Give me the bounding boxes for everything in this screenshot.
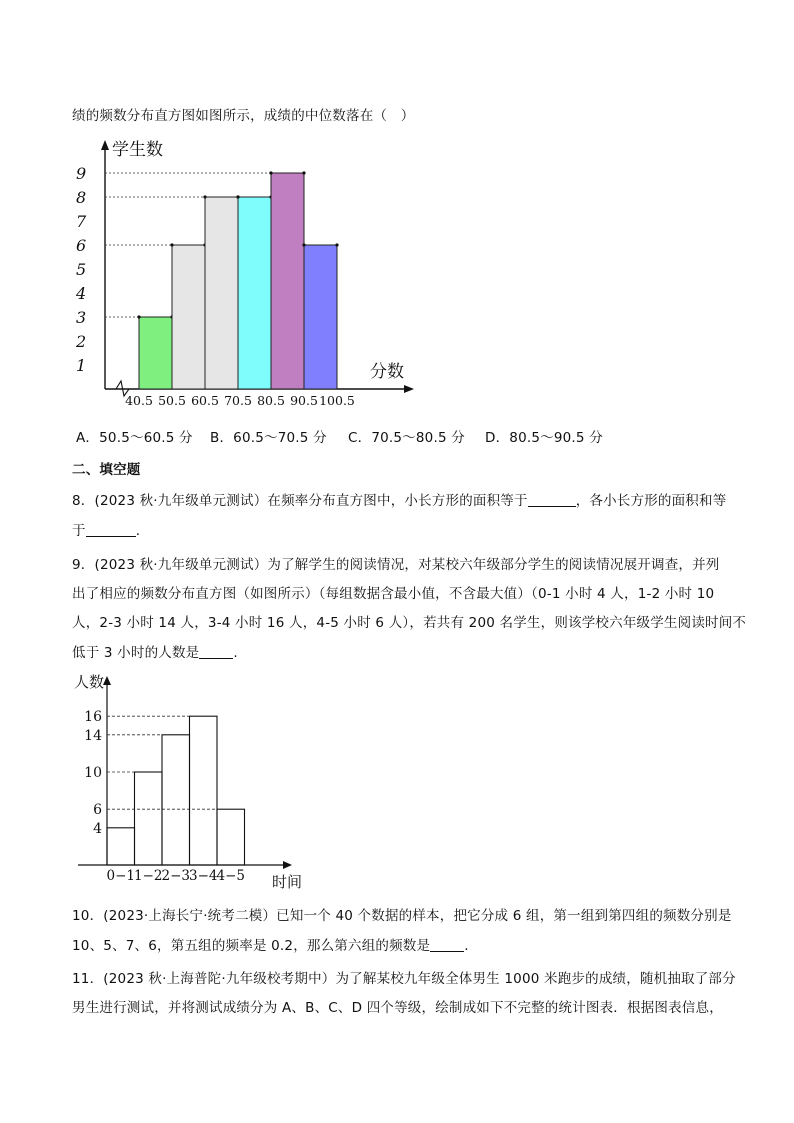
bar-corner-dot bbox=[137, 315, 140, 318]
q8-text: 于 bbox=[72, 523, 86, 539]
y-tick-label: 5 bbox=[76, 260, 87, 279]
x-tick-label: 80.5 bbox=[257, 393, 285, 408]
y-tick-label: 10 bbox=[84, 765, 102, 781]
y-tick-label: 1 bbox=[76, 356, 87, 375]
question-11-line-2: 男生进行测试，并将测试成绩分为 A、B、C、D 四个等级，绘制成如下不完整的统计图表．根据图表信息， bbox=[72, 1000, 723, 1016]
x-tick-label: 2−3 bbox=[161, 868, 190, 884]
y-axis-label: 人数 bbox=[74, 673, 105, 691]
y-axis-arrow bbox=[101, 140, 109, 150]
bar-corner-dot bbox=[269, 171, 272, 174]
question-9-line-2: 出了相应的频数分布直方图（如图所示）（每组数据含最小值，不含最大值）（0-1 小时 4 人，1-2 小时 10 bbox=[72, 586, 715, 602]
y-tick-label: 16 bbox=[84, 709, 102, 726]
bar-corner-dot bbox=[335, 243, 338, 246]
q8-text: . bbox=[135, 523, 141, 539]
x-axis-arrow bbox=[283, 861, 292, 869]
y-tick-label: 2 bbox=[76, 332, 87, 351]
option-c[interactable]: C．70.5～80.5 分 bbox=[348, 430, 465, 446]
answer-blank[interactable] bbox=[86, 522, 136, 537]
histogram-bar bbox=[271, 173, 304, 389]
y-tick-label: 4 bbox=[93, 820, 102, 837]
answer-blank[interactable] bbox=[430, 937, 464, 952]
question-8-line-2 bbox=[72, 519, 140, 539]
question-9-line-3: 人，2-3 小时 14 人，3-4 小时 16 人，4-5 小时 6 人），若共有 200 名学生，则该学校六年级学生阅读时间不 bbox=[72, 615, 747, 631]
x-tick-label: 3−4 bbox=[189, 868, 218, 884]
bar-corner-dot bbox=[302, 171, 305, 174]
x-tick-label: 1−2 bbox=[134, 868, 163, 884]
bar-corner-dot bbox=[170, 243, 173, 246]
x-axis-arrow bbox=[404, 385, 414, 393]
option-d[interactable]: D．80.5～90.5 分 bbox=[485, 430, 603, 446]
option-a[interactable]: A．50.5～60.5 分 bbox=[76, 430, 193, 446]
histogram-bar bbox=[217, 809, 245, 865]
x-tick-label: 60.5 bbox=[191, 393, 219, 408]
y-tick-label: 6 bbox=[76, 236, 87, 255]
y-axis-arrow bbox=[103, 676, 111, 685]
bar-corner-dot bbox=[203, 195, 206, 198]
x-tick-label: 4−5 bbox=[216, 868, 245, 884]
x-tick-label: 100.5 bbox=[319, 393, 355, 408]
histogram-bar bbox=[172, 245, 205, 389]
histogram-bar bbox=[238, 197, 271, 389]
question-9-line-1: 9．(2023 秋·九年级单元测试）为了解学生的阅读情况，对某校六年级部分学生的阅读情况展开调查，并列 bbox=[72, 557, 720, 573]
question-8-line-1 bbox=[72, 489, 726, 509]
x-tick-label: 0−1 bbox=[106, 868, 135, 884]
x-tick-label: 90.5 bbox=[290, 393, 318, 408]
y-tick-label: 9 bbox=[76, 164, 87, 183]
question-10-line-2 bbox=[72, 934, 469, 954]
q10-text: . bbox=[464, 938, 469, 954]
histogram-bar bbox=[107, 828, 135, 865]
reading-time-histogram bbox=[70, 670, 310, 890]
histogram-bar bbox=[205, 197, 238, 389]
x-tick-label: 70.5 bbox=[224, 393, 252, 408]
q9-text: . bbox=[233, 645, 238, 661]
question-9-line-4 bbox=[72, 641, 238, 661]
x-axis-label: 分数 bbox=[370, 362, 404, 382]
q9-text: 低于 3 小时的人数是 bbox=[72, 645, 200, 661]
y-tick-label: 14 bbox=[84, 727, 102, 744]
q10-text: 10、5、7、6，第五组的频率是 0.2，那么第六组的频数是 bbox=[72, 938, 431, 954]
y-tick-label: 4 bbox=[76, 284, 87, 303]
option-b[interactable]: B．60.5～70.5 分 bbox=[210, 430, 327, 446]
y-tick-label: 6 bbox=[93, 802, 102, 819]
x-tick-label: 40.5 bbox=[125, 393, 153, 408]
answer-blank[interactable] bbox=[199, 644, 233, 659]
y-axis-label: 学生数 bbox=[112, 140, 163, 160]
question-10-line-1: 10．(2023·上海长宁·统考二模）已知一个 40 个数据的样本，把它分成 6 组，第一组到第四组的频数分别是 bbox=[72, 908, 732, 924]
y-tick-label: 3 bbox=[76, 308, 87, 327]
q8-text: 8．(2023 秋·九年级单元测试）在频率分布直方图中，小长方形的面积等于 bbox=[72, 493, 528, 509]
score-histogram bbox=[68, 136, 428, 406]
histogram-bar bbox=[190, 716, 218, 865]
q7-options-row bbox=[76, 426, 603, 446]
histogram-bar bbox=[304, 245, 337, 389]
q8-text: ，各小长方形的面积和等 bbox=[575, 493, 727, 509]
histogram-bar bbox=[162, 735, 190, 865]
question-11-line-1: 11．(2023 秋·上海普陀·九年级校考期中）为了解某校九年级全体男生 1000 米跑步的成绩，随机抽取了部分 bbox=[72, 971, 736, 987]
histogram-bar bbox=[135, 772, 163, 865]
answer-blank[interactable] bbox=[528, 492, 576, 507]
bar-corner-dot bbox=[236, 195, 239, 198]
x-axis-label: 时间 bbox=[272, 873, 303, 891]
section-heading-fill-blank: 二、填空题 bbox=[72, 462, 141, 478]
bar-corner-dot bbox=[302, 243, 305, 246]
y-tick-label: 8 bbox=[76, 188, 87, 207]
question-7-stem-tail: 绩的频数分布直方图如图所示，成绩的中位数落在（ ） bbox=[72, 108, 415, 124]
histogram-bar bbox=[139, 317, 172, 389]
y-tick-label: 7 bbox=[76, 212, 87, 231]
x-tick-label: 50.5 bbox=[158, 393, 186, 408]
